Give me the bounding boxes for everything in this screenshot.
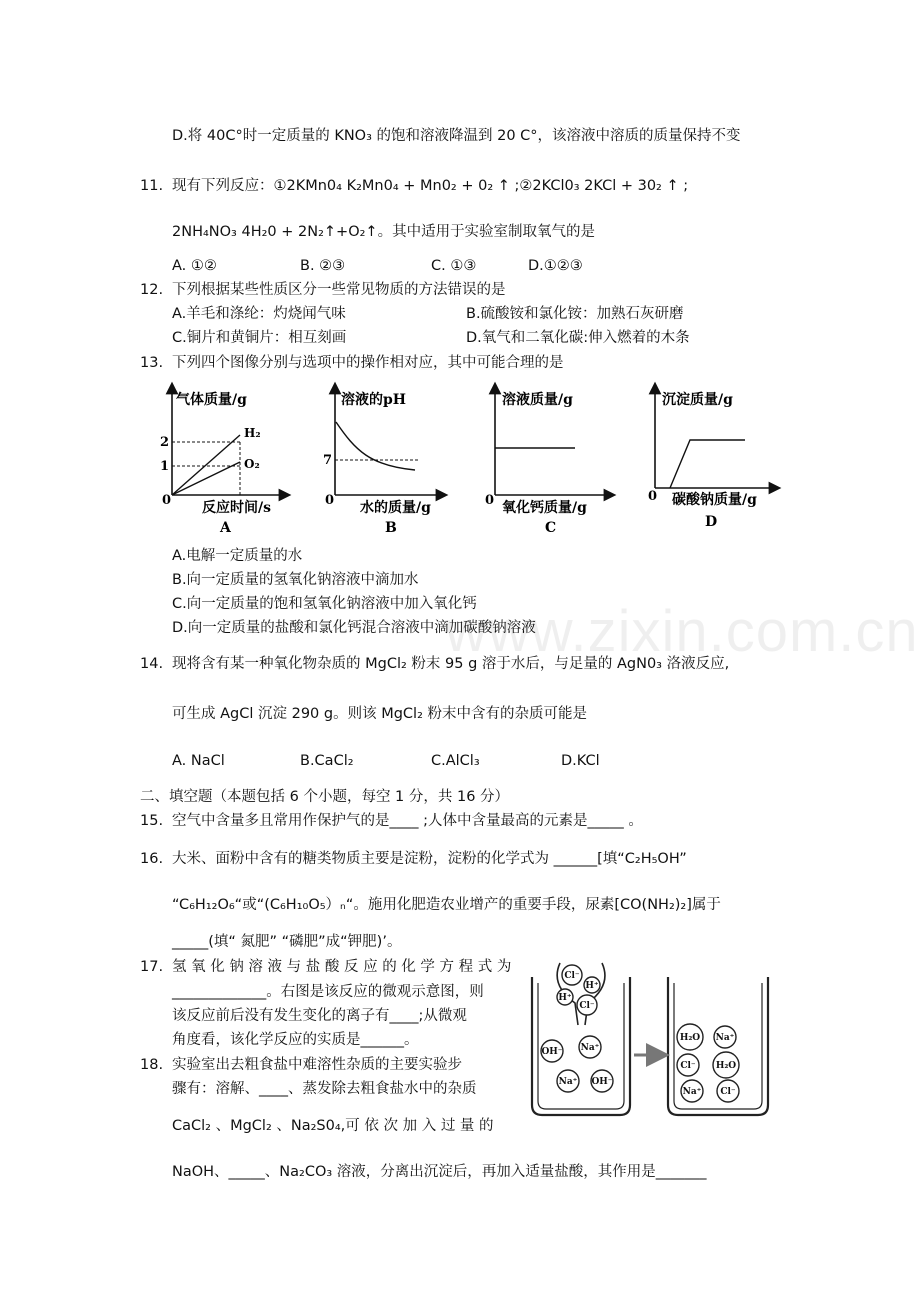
ion-cl-r2 — [717, 1080, 739, 1102]
ion-na-r2 — [681, 1080, 703, 1102]
ion-na-2 — [557, 1070, 579, 1092]
graph-a — [160, 388, 285, 536]
q12-option-c: C.铜片和黄铜片：相互刻画 — [172, 330, 347, 346]
q12-stem: 下列根据某些性质区分一些常见物质的方法错误的是 — [172, 282, 506, 298]
q13-graphs — [150, 380, 790, 540]
q11-line2: 2NH₄NO₃ 4H₂0 + 2N₂↑+O₂↑。其中适用于实验室制取氧气的是 — [172, 224, 596, 240]
q17-number: 17. — [140, 959, 164, 975]
q15-number: 15. — [140, 813, 164, 829]
svg-text:Na⁺: Na⁺ — [682, 1087, 702, 1097]
q18-line3: CaCl₂ 、MgCl₂ 、Na₂S0₄,可 依 次 加 入 过 量 的 — [172, 1118, 494, 1134]
mol-h2o-2 — [713, 1052, 739, 1078]
graph-a-origin: 0 — [162, 493, 172, 508]
graph-c-origin: 0 — [485, 493, 495, 508]
svg-text:Na⁺: Na⁺ — [558, 1077, 578, 1087]
svg-text:H₂O: H₂O — [715, 1061, 737, 1071]
ion-cl-r1 — [677, 1054, 699, 1076]
section-2-title: 二、填空题（本题包括 6 个小题，每空 1 分，共 16 分） — [140, 789, 510, 805]
graph-a-tick-1: 1 — [160, 459, 170, 474]
graph-b-tick-7: 7 — [323, 453, 333, 468]
ion-na-r1 — [714, 1026, 736, 1048]
q12-number: 12. — [140, 282, 164, 298]
q13-option-c: C.向一定质量的饱和氢氧化钠溶液中加入氧化钙 — [172, 596, 477, 612]
graph-d — [648, 388, 775, 530]
q11-option-c: C. ①③ — [431, 258, 477, 274]
q15-text: 空气中含量多且常用作保护气的是____ ;人体中含量最高的元素是_____ 。 — [172, 813, 643, 829]
graph-a-o2-line — [172, 462, 240, 495]
svg-text:Na⁺: Na⁺ — [715, 1033, 735, 1043]
graph-c — [485, 388, 610, 536]
q13-option-b: B.向一定质量的氢氧化钠溶液中滴加水 — [172, 572, 419, 588]
svg-text:Cl⁻: Cl⁻ — [720, 1087, 736, 1097]
q12-option-d: D.氧气和二氧化碳:伸入燃着的木条 — [466, 330, 690, 346]
q11-line1: 现有下列反应：①2KMn0₄ K₂Mn0₄ + Mn0₂ + 0₂ ↑ ;②2KCl0₃ 2KCl + 30₂ ↑ ; — [172, 178, 689, 194]
q12-option-a: A.羊毛和涤纶：灼烧闻气味 — [172, 306, 346, 322]
graph-a-o2-label: O₂ — [244, 457, 260, 471]
graph-a-letter: A — [220, 520, 231, 536]
q18-line2: 骤有：溶解、____、蒸发除去粗食盐水中的杂质 — [172, 1081, 477, 1097]
ion-na-1 — [579, 1036, 601, 1058]
svg-text:Cl⁻: Cl⁻ — [680, 1061, 696, 1071]
q11-option-a: A. ①② — [172, 258, 217, 274]
q16-line2: “C₆H₁₂O₆“或“(C₆H₁₀O₅）ₙ“。施用化肥造农业增产的重要手段，尿素[CO(NH₂)₂]属于 — [172, 897, 721, 913]
ion-h-2 — [557, 989, 573, 1005]
q17-line3: 该反应前后没有发生变化的离子有____;从微观 — [172, 1008, 467, 1024]
svg-text:H⁺: H⁺ — [558, 993, 572, 1003]
graph-c-letter: C — [545, 520, 557, 536]
q14-option-d: D.KCl — [561, 753, 600, 769]
q16-line3: _____(填“ 氮肥” “磷肥”成“钾肥)’。 — [172, 934, 402, 950]
graph-a-h2-label: H₂ — [244, 426, 261, 440]
q18-number: 18. — [140, 1057, 164, 1073]
q14-option-c: C.AlCl₃ — [431, 753, 480, 769]
q16-line1: 大米、面粉中含有的糖类物质主要是淀粉，淀粉的化学式为 ______[填“C₂H₅OH” — [172, 851, 687, 867]
graph-b-xlabel: 水的质量/g — [360, 500, 431, 516]
q18-line1: 实验室出去粗食盐中难溶性杂质的主要实验步 — [172, 1057, 462, 1073]
graph-d-xlabel: 碳酸钠质量/g — [672, 492, 757, 508]
q17-line1: 氢 氧 化 钠 溶 液 与 盐 酸 反 应 的 化 学 方 程 式 为 — [172, 959, 512, 975]
graph-c-ylabel: 溶液质量/g — [502, 392, 573, 408]
ion-oh-2 — [591, 1070, 613, 1092]
q10-option-d: D.将 40C°时一定质量的 KNO₃ 的饱和溶液降温到 20 C°，该溶液中溶质的质量保持不变 — [172, 128, 741, 144]
q11-option-d: D.①②③ — [528, 258, 583, 274]
q14-number: 14. — [140, 656, 164, 672]
graph-c-xlabel: 氧化钙质量/g — [502, 500, 587, 516]
svg-text:OH⁻: OH⁻ — [591, 1077, 613, 1087]
q14-option-a: A. NaCl — [172, 753, 225, 769]
graph-b — [323, 388, 442, 536]
q14-line1: 现将含有某一种氧化物杂质的 MgCl₂ 粉末 95 g 溶于水后，与足量的 AgN0₃ 洛液反应, — [172, 656, 730, 672]
svg-text:H⁺: H⁺ — [585, 981, 599, 991]
q18-line4: NaOH、_____、Na₂CO₃ 溶液，分离出沉淀后，再加入适量盐酸，其作用是_______ — [172, 1164, 707, 1180]
watermark: www.zixin.com.cn — [445, 599, 919, 664]
q13-option-d: D.向一定质量的盐酸和氯化钙混合溶液中滴加碳酸钠溶液 — [172, 620, 536, 636]
q17-line4: 角度看，该化学反应的实质是______。 — [172, 1032, 419, 1048]
graph-b-origin: 0 — [325, 493, 335, 508]
graph-a-ylabel: 气体质量/g — [176, 392, 247, 408]
q13-number: 13. — [140, 355, 164, 371]
q16-number: 16. — [140, 851, 164, 867]
graph-d-origin: 0 — [648, 489, 658, 504]
ion-oh-1 — [541, 1040, 563, 1062]
graph-d-ylabel: 沉淀质量/g — [662, 392, 733, 408]
ion-h-1 — [584, 977, 600, 993]
svg-text:Na⁺: Na⁺ — [580, 1043, 600, 1053]
q13-stem: 下列四个图像分别与选项中的操作相对应，其中可能合理的是 — [172, 355, 564, 371]
q14-option-b: B.CaCl₂ — [300, 753, 354, 769]
graph-a-tick-2: 2 — [160, 435, 170, 450]
graph-a-xlabel: 反应时间/s — [202, 500, 271, 516]
q11-number: 11. — [140, 178, 164, 194]
q12-option-b: B.硫酸铵和氯化铵：加熟石灰研磨 — [466, 306, 684, 322]
graph-d-letter: D — [705, 514, 718, 530]
graph-a-h2-line — [172, 435, 240, 495]
svg-text:Cl⁻: Cl⁻ — [579, 1001, 595, 1011]
svg-text:Cl⁻: Cl⁻ — [564, 971, 580, 981]
graph-b-letter: B — [385, 520, 397, 536]
q17-line2: _____________。右图是该反应的微观示意图，则 — [172, 984, 484, 1000]
q13-option-a: A.电解一定质量的水 — [172, 548, 303, 564]
ion-cl-1 — [562, 965, 582, 985]
graph-b-ylabel: 溶液的pH — [341, 392, 407, 408]
q14-line2: 可生成 AgCl 沉淀 290 g。则该 MgCl₂ 粉末中含有的杂质可能是 — [172, 706, 587, 722]
q11-option-b: B. ②③ — [300, 258, 346, 274]
mol-h2o-1 — [677, 1024, 703, 1050]
graph-d-line — [670, 440, 745, 488]
svg-text:OH⁻: OH⁻ — [541, 1047, 563, 1057]
reaction-micro-diagram — [520, 955, 780, 1125]
ion-cl-2 — [577, 995, 597, 1015]
graph-b-curve — [336, 422, 415, 470]
svg-text:H₂O: H₂O — [679, 1033, 701, 1043]
